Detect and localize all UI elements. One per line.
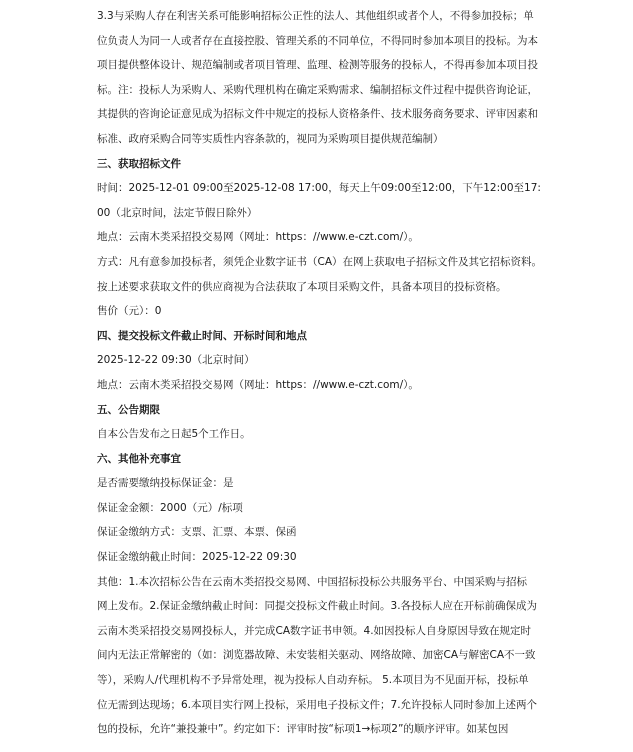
section-heading: 六、其他补充事宜 bbox=[97, 452, 181, 465]
text-line: 售价（元）：0 bbox=[97, 305, 162, 318]
text-line: 位无需到达现场；6.本项目实行网上投标，采用电子投标文件；7.允许投标人同时参加上述两个 bbox=[97, 698, 538, 711]
text-line: 是否需要缴纳投标保证金：是 bbox=[97, 477, 234, 490]
text-line: 按上述要求获取文件的供应商视为合法获取了本项目采购文件，具备本项目的投标资格。 bbox=[97, 280, 507, 293]
text-line: 等），采购人/代理机构不予异常处理，视为投标人自动弃标。 5.本项目为不见面开标，投标单 bbox=[97, 674, 529, 687]
text-line: 3.3与采购人存在利害关系可能影响招标公正性的法人、其他组织或者个人，不得参加投标；单 bbox=[97, 10, 534, 22]
text-line: 00（北京时间，法定节假日除外） bbox=[97, 206, 258, 219]
text-line: 标。注：投标人为采购人、采购代理机构在确定采购需求、编制招标文件过程中提供咨询论证， bbox=[97, 83, 538, 96]
text-line: 其他：1.本次招标公告在云南木类招投交易网、中国招标投标公共服务平台、中国采购与招标 bbox=[97, 575, 528, 588]
text-line: 2025-12-22 09:30（北京时间） bbox=[97, 354, 255, 367]
text-line: 间内无法正常解密的（如：浏览器故障、未安装相关驱动、网络故障、加密CA与解密CA不一致 bbox=[97, 649, 536, 662]
text-line: 方式：凡有意参加投标者，须凭企业数字证书（CA）在网上获取电子招标文件及其它招标资料。 bbox=[97, 255, 543, 268]
text-line: 云南木类采招投交易网投标人，并完成CA数字证书申领。4.如因投标人自身原因导致在规定时 bbox=[97, 624, 532, 637]
section-heading: 四、提交投标文件截止时间、开标时间和地点 bbox=[97, 329, 307, 342]
text-line: 位负责人为同一人或者存在直接控股、管理关系的不同单位，不得同时参加本项目的投标。为本 bbox=[97, 34, 538, 47]
text-line: 保证金缴纳截止时间：2025-12-22 09:30 bbox=[97, 551, 297, 564]
text-line: 保证金金额：2000（元）/标项 bbox=[97, 501, 243, 514]
text-line: 项目提供整体设计、规范编制或者项目管理、监理、检测等服务的投标人，不得再参加本项目投 bbox=[97, 59, 538, 72]
section-heading: 三、获取招标文件 bbox=[97, 157, 181, 170]
text-line: 保证金缴纳方式：支票、汇票、本票、保函 bbox=[97, 526, 297, 539]
text-line: 包的投标，允许“兼投兼中”。约定如下：评审时按“标项1→标项2”的顺序评审。如某包因 bbox=[97, 723, 509, 736]
text-line: 地点：云南木类采招投交易网（网址：https：//www.e-czt.com/）。 bbox=[97, 378, 419, 391]
text-line: 自本公告发布之日起5个工作日。 bbox=[97, 428, 251, 441]
text-line: 其提供的咨询论证意见成为招标文件中规定的投标人资格条件、技术服务商务要求、评审因素和 bbox=[97, 108, 538, 121]
text-line: 时间：2025-12-01 09:00至2025-12-08 17:00，每天上午09:00至12:00，下午12:00至17: bbox=[97, 182, 541, 195]
text-line: 地点：云南木类采招投交易网（网址：https：//www.e-czt.com/）。 bbox=[97, 231, 419, 244]
text-line: 网上发布。2.保证金缴纳截止时间：同提交投标文件截止时间。3.各投标人应在开标前确保成为 bbox=[97, 600, 538, 613]
text-line: 标准、政府采购合同等实质性内容条款的，视同为采购项目提供规范编制） bbox=[97, 132, 444, 145]
section-heading: 五、公告期限 bbox=[97, 403, 160, 416]
